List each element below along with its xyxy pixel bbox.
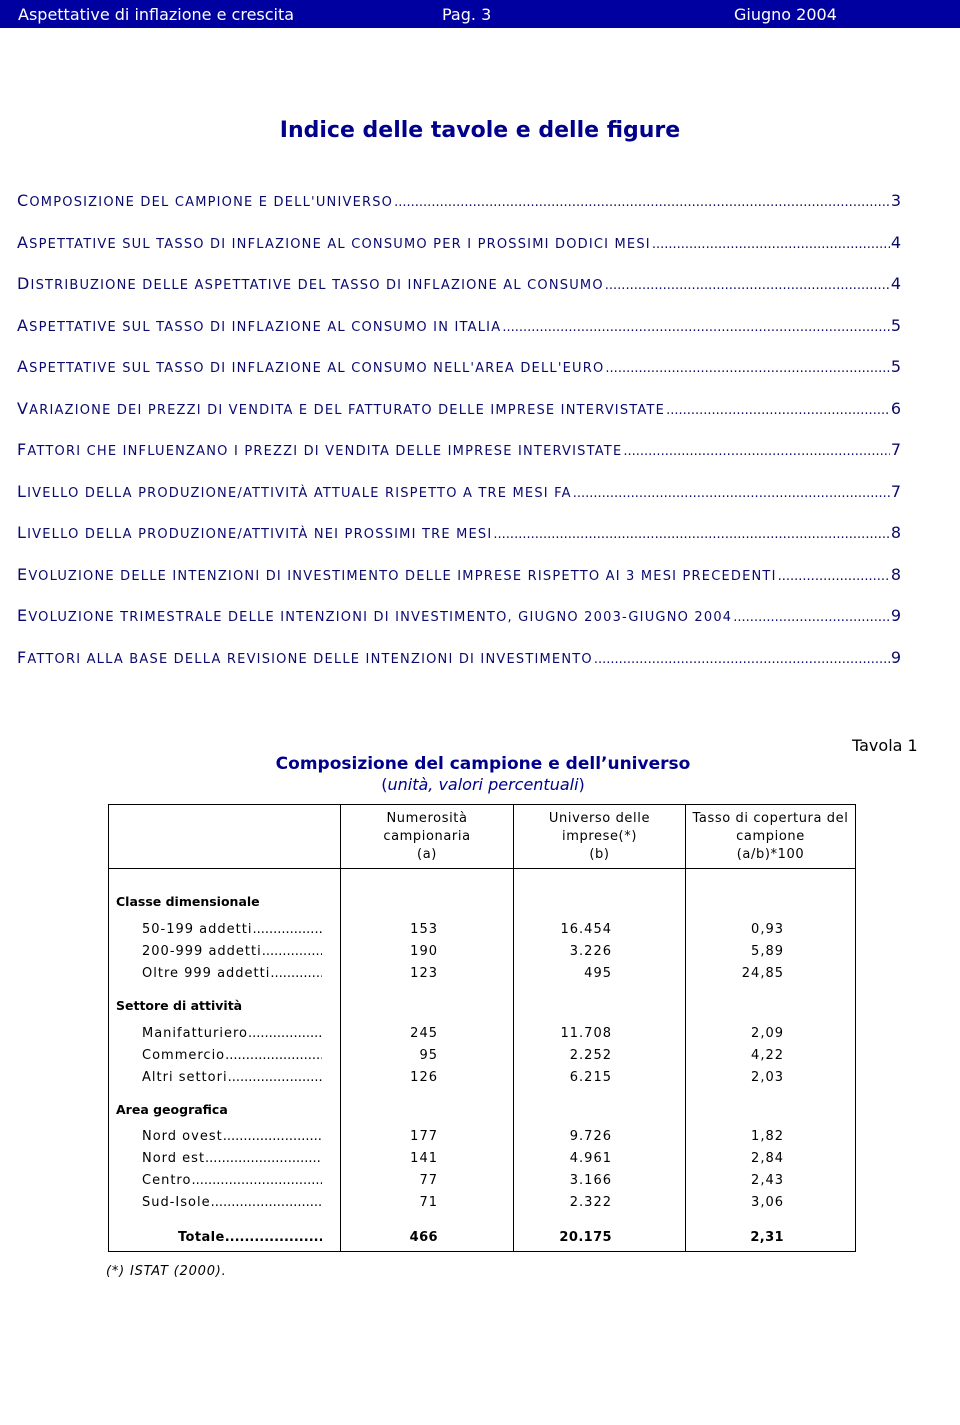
- row-leader-dots: [225, 1230, 322, 1245]
- cell-c: 2,03: [751, 1070, 784, 1085]
- col-header-line: (a): [417, 847, 437, 862]
- col-header-line: (a/b)*100: [736, 847, 805, 862]
- table-row: [108, 1195, 856, 1213]
- toc-entry-page: 4: [890, 232, 901, 252]
- cell-c: 3,06: [751, 1195, 784, 1210]
- table-row: [108, 1151, 856, 1169]
- table-of-contents: [17, 191, 901, 689]
- row-leader-dots: [205, 1151, 322, 1166]
- row-label: [142, 944, 322, 959]
- header-title: Aspettative di inflazione e crescita: [18, 5, 295, 24]
- cell-a: 245: [410, 1026, 438, 1041]
- cell-b: 4.961: [569, 1151, 612, 1166]
- cell-b: 3.226: [569, 944, 612, 959]
- table-bottom-rule: [108, 1251, 856, 1252]
- cell-c: 2,31: [750, 1230, 784, 1245]
- toc-entry-title: ASPETTATIVE SUL TASSO DI INFLAZIONE AL CONSUMO NELL'AREA DELL'EURO: [17, 357, 605, 376]
- col-header-line: campione: [736, 829, 805, 844]
- cell-a: 123: [410, 966, 438, 981]
- cell-a: 177: [410, 1129, 438, 1144]
- table-footnote: (*) ISTAT (2000).: [106, 1264, 227, 1279]
- table-row: [108, 944, 856, 962]
- toc-entry[interactable]: [17, 357, 901, 399]
- subtitle-close: ): [578, 775, 585, 794]
- cell-c: 2,43: [751, 1173, 784, 1188]
- row-label-text: Manifatturiero: [142, 1026, 248, 1041]
- toc-leader-dots: [394, 195, 890, 210]
- table-title: Composizione del campione e dell’universo: [275, 754, 691, 774]
- header-page: Pag. 3: [442, 5, 492, 24]
- row-leader-dots: [270, 966, 322, 981]
- col-header-line: campionaria: [383, 829, 471, 844]
- toc-entry-page: 3: [890, 191, 901, 210]
- cell-b: 3.166: [569, 1173, 612, 1188]
- toc-entry[interactable]: [17, 233, 901, 275]
- row-label-text: Commercio: [142, 1048, 226, 1063]
- toc-entry-page: 9: [890, 606, 901, 625]
- row-label-text: Nord ovest: [142, 1129, 223, 1144]
- table-row: [108, 1070, 856, 1088]
- row-label: [142, 1173, 322, 1188]
- toc-entry[interactable]: [17, 440, 901, 482]
- col-header-line: Universo delle: [548, 811, 651, 826]
- table-row: [108, 966, 856, 984]
- row-label: [142, 922, 322, 937]
- col-header-numerosita: [341, 810, 513, 864]
- toc-entry-page: 8: [890, 564, 901, 584]
- toc-entry-title: LIVELLO DELLA PRODUZIONE/ATTIVITÀ NEI PROSSIMI TRE MESI: [17, 523, 493, 542]
- cell-a: 71: [419, 1195, 438, 1210]
- running-header: [0, 0, 960, 28]
- cell-b: 20.175: [559, 1230, 612, 1245]
- row-leader-dots: [225, 1048, 322, 1063]
- table-row: [108, 1173, 856, 1191]
- cell-b: 6.215: [569, 1070, 612, 1085]
- toc-entry-title: VARIAZIONE DEI PREZZI DI VENDITA E DEL FATTURATO DELLE IMPRESE INTERVISTATE: [17, 398, 666, 418]
- toc-entry-title: FATTORI CHE INFLUENZANO I PREZZI DI VENDITA DELLE IMPRESE INTERVISTATE: [17, 440, 623, 459]
- row-leader-dots: [223, 1129, 322, 1144]
- toc-entry[interactable]: [17, 565, 901, 607]
- toc-entry-page: 7: [890, 440, 901, 459]
- toc-leader-dots: [605, 361, 889, 376]
- row-label: [142, 966, 322, 981]
- toc-entry[interactable]: [17, 316, 901, 358]
- toc-leader-dots: [733, 610, 890, 625]
- table-label: Tavola 1: [852, 736, 918, 755]
- row-label: [142, 1026, 322, 1041]
- cell-c: 24,85: [741, 966, 784, 981]
- toc-entry[interactable]: [17, 523, 901, 565]
- row-label: [142, 1129, 322, 1144]
- toc-entry[interactable]: [17, 606, 901, 648]
- toc-leader-dots: [666, 403, 890, 418]
- table-header-rule: [108, 868, 856, 869]
- toc-leader-dots: [502, 320, 890, 335]
- col-header-line: Tasso di copertura del: [692, 811, 849, 826]
- row-label-text: 50-199 addetti: [142, 922, 253, 937]
- toc-leader-dots: [573, 486, 890, 501]
- row-label-text: 200-999 addetti: [142, 944, 262, 959]
- toc-entry-page: 5: [890, 357, 901, 376]
- toc-entry-title: FATTORI ALLA BASE DELLA REVISIONE DELLE INTENZIONI DI INVESTIMENTO: [17, 647, 593, 667]
- row-label: [178, 1230, 322, 1245]
- composition-table: [108, 804, 856, 1252]
- cell-a: 153: [410, 922, 438, 937]
- cell-a: 95: [419, 1048, 438, 1063]
- toc-entry-page: 5: [890, 315, 901, 335]
- toc-entry[interactable]: [17, 399, 901, 441]
- cell-a: 190: [410, 944, 438, 959]
- row-label-text: Totale: [178, 1230, 225, 1245]
- subtitle-open: (: [381, 775, 388, 794]
- cell-c: 4,22: [751, 1048, 784, 1063]
- row-label-text: Sud-Isole: [142, 1195, 211, 1210]
- toc-leader-dots: [623, 444, 889, 459]
- col-header-line: imprese(*): [562, 829, 637, 844]
- row-leader-dots: [191, 1173, 322, 1188]
- subtitle-text: unità, valori percentuali: [387, 775, 579, 794]
- table-row: [108, 1129, 856, 1147]
- row-label: [142, 1195, 322, 1210]
- cell-b: 11.708: [560, 1026, 612, 1041]
- toc-entry-page: 4: [890, 274, 901, 293]
- cell-b: 9.726: [569, 1129, 612, 1144]
- total-row: [108, 1230, 856, 1248]
- toc-entry-page: 8: [890, 523, 901, 542]
- cell-a: 77: [419, 1173, 438, 1188]
- section-heading: Area geografica: [116, 1102, 228, 1117]
- table-row: [108, 922, 856, 940]
- toc-leader-dots: [778, 569, 890, 584]
- toc-entry-title: DISTRIBUZIONE DELLE ASPETTATIVE DEL TASSO DI INFLAZIONE AL CONSUMO: [17, 274, 604, 293]
- toc-entry-title: ASPETTATIVE SUL TASSO DI INFLAZIONE AL CONSUMO PER I PROSSIMI DODICI MESI: [17, 232, 651, 252]
- toc-entry-page: 6: [890, 398, 901, 418]
- row-label-text: Centro: [142, 1173, 192, 1188]
- toc-entry-title: COMPOSIZIONE DEL CAMPIONE E DELL'UNIVERSO: [17, 191, 394, 210]
- toc-leader-dots: [594, 652, 890, 667]
- row-leader-dots: [252, 922, 322, 937]
- toc-entry[interactable]: [17, 274, 901, 316]
- cell-c: 0,93: [751, 922, 784, 937]
- cell-a: 466: [409, 1230, 438, 1245]
- cell-a: 141: [410, 1151, 438, 1166]
- section-heading: Settore di attività: [116, 998, 243, 1013]
- toc-entry-page: 7: [890, 481, 901, 501]
- toc-entry[interactable]: [17, 648, 901, 690]
- toc-entry-title: EVOLUZIONE DELLE INTENZIONI DI INVESTIMENTO DELLE IMPRESE RISPETTO AI 3 MESI PRECEDENTI: [17, 564, 777, 584]
- col-header-copertura: [686, 810, 855, 864]
- row-label-text: Oltre 999 addetti: [142, 966, 271, 981]
- cell-c: 5,89: [751, 944, 784, 959]
- table-row: [108, 1048, 856, 1066]
- cell-b: 2.322: [569, 1195, 612, 1210]
- toc-entry-title: EVOLUZIONE TRIMESTRALE DELLE INTENZIONI DI INVESTIMENTO, GIUGNO 2003-GIUGNO 2004: [17, 606, 733, 625]
- row-leader-dots: [262, 944, 322, 959]
- toc-entry-page: 9: [890, 647, 901, 667]
- cell-b: 495: [584, 966, 612, 981]
- col-header-line: Numerosità: [386, 811, 468, 826]
- row-label: [142, 1151, 322, 1166]
- toc-entry-title: LIVELLO DELLA PRODUZIONE/ATTIVITÀ ATTUALE RISPETTO A TRE MESI FA: [17, 481, 572, 501]
- row-leader-dots: [248, 1026, 322, 1041]
- index-title: Indice delle tavole e delle figure: [279, 118, 681, 143]
- header-date: Giugno 2004: [734, 5, 837, 24]
- table-subtitle: [0, 775, 960, 794]
- row-leader-dots: [228, 1070, 322, 1085]
- row-label: [142, 1048, 322, 1063]
- row-label-text: Altri settori: [142, 1070, 228, 1085]
- col-header-line: (b): [589, 847, 610, 862]
- table-top-rule: [108, 804, 856, 805]
- row-label-text: Nord est: [142, 1151, 206, 1166]
- row-label: [142, 1070, 322, 1085]
- toc-entry[interactable]: [17, 191, 901, 233]
- toc-leader-dots: [493, 527, 889, 542]
- toc-entry[interactable]: [17, 482, 901, 524]
- toc-entry-title: ASPETTATIVE SUL TASSO DI INFLAZIONE AL CONSUMO IN ITALIA: [17, 315, 502, 335]
- cell-c: 2,09: [751, 1026, 784, 1041]
- cell-b: 2.252: [569, 1048, 612, 1063]
- table-row: [108, 1026, 856, 1044]
- cell-a: 126: [410, 1070, 438, 1085]
- row-leader-dots: [211, 1195, 322, 1210]
- col-header-universo: [514, 810, 685, 864]
- cell-b: 16.454: [560, 922, 612, 937]
- toc-leader-dots: [605, 278, 890, 293]
- cell-c: 2,84: [751, 1151, 784, 1166]
- cell-c: 1,82: [751, 1129, 784, 1144]
- section-heading: Classe dimensionale: [116, 894, 260, 909]
- toc-leader-dots: [652, 237, 890, 252]
